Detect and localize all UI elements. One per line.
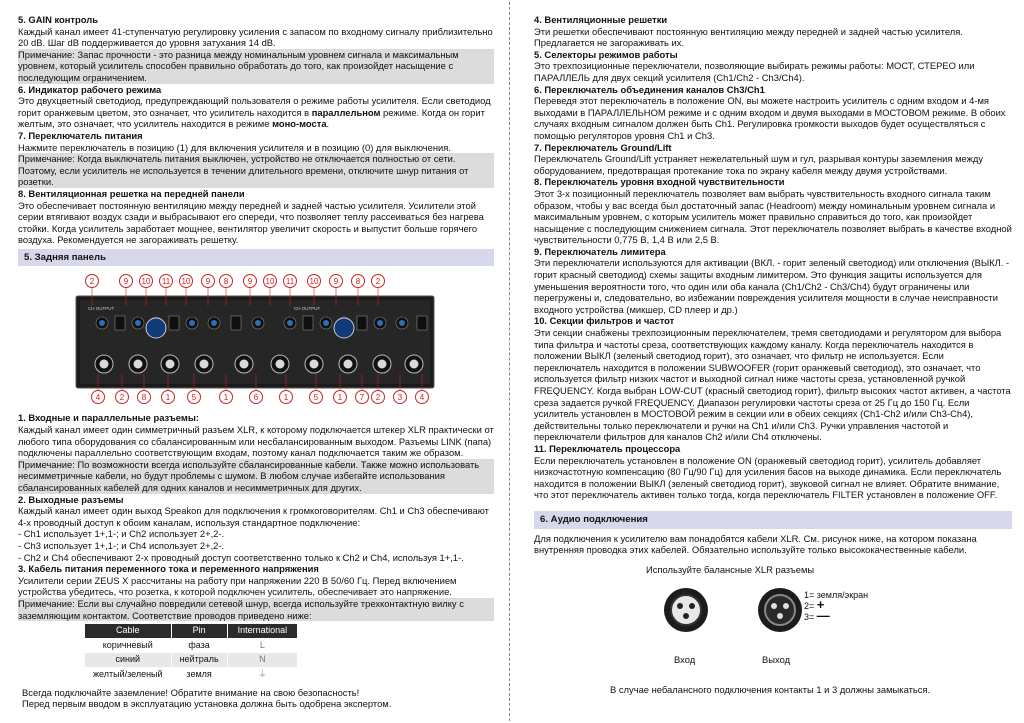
col-pin: Pin: [171, 624, 227, 639]
section-ground-lift-text: Переключатель Ground/Lift устраняет нежелательный шум и гул, разрывая контуры заземления между оборудованием, предотвращая протекание тока по экрану кабеля между двумя устройствами.: [534, 153, 984, 176]
section-inputs-heading: 1. Входные и параллельные разъемы:: [18, 412, 199, 424]
section-sensitivity-text: Этот 3-х позиционный переключатель позволяет вам выбрать чувствительность входного сигнала таким образом, чтобы у вас всегда был достаточный запас (Headroom) между номинальным уровнем сигнала и максимальным уровнем, с которым усилитель может правильно справиться до того, как произойдет насыщение с последующим снижением сигнала. Этот переключатель позволяет выбрать в качестве входной чувствительности 0,775 В, 1,4 В или 2,5 В.: [534, 187, 1012, 246]
section-ground-lift-heading: 7. Переключатель Ground/Lift: [534, 141, 672, 153]
section-gain-text: Каждый канал имеет 41-ступенчатую регулировку усиления с запасом по входному сигналу приблизительно 20 dB. Шаг dB поддерживается до уровня затухания 14 dB.: [18, 25, 493, 49]
wiring-table: [84, 623, 298, 682]
panel-switch: [357, 316, 367, 330]
section-processor-text: Если переключатель установлен в положение ON (оранжевый светодиод горит), усилитель добавляет низкочастотную компенсацию (80 Гц/90 Гц) для усиления басов на выходе динамика. Если переключатель находится в положении ВЫКЛ (зеленый светодиод горит), звуковой сигнал не влияет. Обратите внимание, что этот переключатель активен только тогда, когда переключатель FILTER установлен в положение OFF.: [534, 454, 1002, 501]
section-mode-indicator-text: [18, 95, 494, 130]
section-inputs-text: Каждый канал имеет один симметричный разъем XLR, к которому подключается штекер XLR практически от любого типа оборудования со сбалансированным или несбалансированным выходом. Разъемы LINK (папа) подключены параллельно соответствующим входам, поэтому канал подключается таким же образом.: [18, 424, 494, 459]
section-limiter-heading: 9. Переключатель лимитера: [534, 245, 666, 257]
rear-panel-band: 5. Задняя панель: [18, 249, 494, 267]
callout-number: 11: [285, 277, 295, 287]
callout-number: 9: [123, 277, 129, 287]
right-column: [512, 0, 1024, 723]
cell-pin: фаза: [171, 638, 227, 653]
outputs-line-2: - Ch3 использует 1+,1-; и Ch4 использует 2+,2-.: [18, 540, 225, 551]
section-inputs-note: Примечание: По возможности всегда используйте сбалансированные кабели. Также можно использовать несимметричные кабели, но будут проблемы с шумом. В любом случае избегайте использования сбалансированных кабелей для одних каналов и несимметричных для других.: [18, 459, 494, 494]
section-vents-text: Эти решетки обеспечивают постоянную вентиляцию между передней и задней частью усилителя. Предлагается не загораживать их.: [534, 25, 963, 49]
cell-cable: синий: [85, 653, 172, 668]
xlr-connectors-illustration: [652, 580, 912, 648]
connector-core: [100, 360, 109, 369]
connector-core: [166, 360, 175, 369]
connector-core: [276, 360, 285, 369]
panel-knob-cap: [287, 320, 293, 326]
connector-core: [134, 360, 143, 369]
section-power-switch-heading: 7. Переключатель питания: [18, 129, 143, 141]
section-sensitivity-heading: 8. Переключатель уровня входной чувствительности: [534, 176, 785, 188]
callout-number: 5: [313, 393, 319, 403]
panel-switch: [169, 316, 179, 330]
cell-pin: земля: [171, 667, 227, 682]
connector-core: [410, 360, 419, 369]
panel-knob-cap: [99, 320, 105, 326]
plus-icon: +: [816, 596, 825, 612]
section-power-cable-text: Усилители серии ZEUS X рассчитаны на работу при напряжении 220 В 50/60 Гц. Перед включением устройства убедитесь, что розетка, к которой подключен усилитель, обеспечивает это напряжение.: [18, 574, 457, 598]
section-limiter-text: Эти переключатели используются для активации (ВКЛ. - горит зеленый светодиод) или отключения (ВЫКЛ. - горит красный светодиод) схемы защиты входным лимитером. Это функция защиты используется для уменьшения вероятности того, что один или оба канала (Ch1/Ch2 - Ch3/Ch4) будут ограничены или перегружены и, следовательно, во избежании повреждения усилителя мощности в случае неисправности входного устройства (микшер, CD плеер и др.): [534, 257, 1010, 315]
pin1-label: 1= земля/экран: [804, 589, 869, 600]
pin3-label: 3=: [804, 611, 815, 622]
table-row: [85, 653, 298, 668]
section-link-switch-heading: 6. Переключатель объединения каналов Ch3/Ch1: [534, 83, 765, 95]
callout-number: 4: [95, 393, 101, 403]
connector-core: [240, 360, 249, 369]
callout-number: 8: [141, 393, 147, 403]
pin2-label: 2=: [804, 600, 815, 611]
panel-knob-cap: [399, 320, 405, 326]
section-gain-note: Примечание: Запас прочности - это разница между номинальным уровнем сигнала и максимальным уровнем, который усилитель способен правильно обработать до того, как произойдет насыщение с последующим ограничением.: [18, 49, 494, 84]
section-power-switch-text: Нажмите переключатель в позицию (1) для включения усилителя и в позицию (0) для выключения.: [18, 141, 451, 153]
callout-number: 1: [165, 393, 171, 403]
callout-number: 9: [333, 277, 339, 287]
panel-label-right: CH OUTPUT: [294, 306, 321, 312]
callout-number: 1: [223, 393, 229, 403]
connector-core: [200, 360, 209, 369]
cell-intl: N: [227, 653, 298, 668]
minus-icon: —: [816, 607, 830, 623]
callout-number: 10: [141, 277, 151, 287]
section-processor-heading: 11. Переключатель процессора: [534, 442, 681, 454]
callout-number: 8: [355, 277, 361, 287]
section-outputs-heading: 2. Выходные разъемы: [18, 493, 124, 505]
callout-number: 5: [191, 393, 197, 403]
mode-bold-a: параллельном: [311, 106, 381, 118]
section-link-switch-text: Переведя этот переключатель в положение ON, вы можете настроить усилитель с одним входом и 4-мя выходами в ПАРАЛЛЕЛЬНОМ режиме и с одним входом и двумя выходами в МОСТОВОМ режиме. В обоих случаях входным сигналом должен быть Ch1. Регулировка громкости выходов будет осуществляться с помощью регуляторов уровня Ch1 и Ch3.: [534, 95, 1006, 141]
callout-number: 8: [223, 277, 229, 287]
outputs-line-1: - Ch1 использует 1+,1-; и Ch2 использует 2+,2-.: [18, 528, 225, 540]
callout-number: 2: [89, 277, 95, 287]
col-cable: Cable: [85, 624, 172, 639]
panel-knob-cap: [377, 320, 383, 326]
section-outputs-text: Каждый канал имеет один выход Speakon для подключения к громкоговорителям. Ch1 и Ch3 обеспечивают 4-х проводный доступ к обоим каналам, используя стандартное подключение:: [18, 505, 489, 528]
rear-panel-diagram: [18, 270, 494, 406]
cell-cable: желтый/зеленый: [85, 667, 172, 682]
audio-connections-text: Для подключения к усилителю вам понадобятся кабели XLR. См. рисунок ниже, на котором показана внутренняя проводка этих кабелей. Обязательно используйте только высококачественные кабели.: [534, 532, 977, 556]
table-row: [85, 667, 298, 682]
cell-intl: L: [227, 638, 298, 653]
callout-number: 6: [253, 393, 259, 403]
section-power-cable-note: Примечание: Если вы случайно повредили сетевой шнур, всегда используйте трехконтактную вилку с заземляющим контактом. Соответствие проводов приведено ниже:: [18, 598, 494, 621]
callout-number: 7: [359, 393, 365, 403]
section-filters-heading: 10. Секции фильтров и частот: [534, 315, 675, 327]
callout-number: 2: [375, 277, 381, 287]
section-power-switch-note: Примечание: Когда выключатель питания выключен, устройство не отключается полностью от сети. Поэтому, если усилитель не используется в течении длительного времени, отключите шнур питания от розетки.: [18, 153, 494, 188]
cell-intl-ground-icon: ⏚: [227, 667, 298, 682]
gain-knob: [334, 318, 354, 338]
xlr-female-connector-icon: [664, 588, 708, 632]
callout-number: 10: [309, 277, 319, 287]
section-gain-heading: 5. GAIN контроль: [18, 14, 98, 25]
callout-number: 10: [265, 277, 275, 287]
pin3-row: [804, 607, 868, 623]
callout-number: 2: [375, 393, 381, 403]
xlr-title: Используйте балансные XLR разъемы: [646, 563, 815, 575]
cell-pin: нейтраль: [171, 653, 227, 668]
xlr-male-connector-icon: [758, 588, 802, 632]
section-power-cable-heading: 3. Кабель питания переменного тока и переменного напряжения: [18, 563, 319, 575]
callout-number: 2: [119, 393, 125, 403]
audio-connections-band: 6. Аудио подключения: [534, 511, 1012, 529]
panel-knob-cap: [189, 320, 195, 326]
callout-number: 1: [283, 393, 289, 403]
panel-switch: [417, 316, 427, 330]
callout-number: 1: [337, 393, 343, 403]
mode-bold-b: моно-моста: [272, 118, 327, 130]
section-mode-indicator-heading: 6. Индикатор рабочего режима: [18, 83, 162, 95]
panel-switch: [115, 316, 125, 330]
closing-expert-approval: Перед первым вводом в эксплуатацию установка должна быть одобрена экспертом.: [22, 698, 392, 710]
cell-cable: коричневый: [85, 638, 172, 653]
wiring-table-header: [85, 624, 298, 639]
xlr-out-label: Выход: [762, 653, 791, 665]
section-filters-text: Эти секции снабжены трехпозиционным переключателем, тремя светодиодами и регулятором для выбора типа фильтра и частоты среза, соответствующих каждому каналу. Когда переключатель находится в положении ВЫКЛ (зеленый светодиод горит), это означает, что фильтр не используется. Если переключатель находится в положении SUBWOOFER (горит оранжевый светодиод), это означает, что используется фильтр низких частот и выходной сигнал ниже частоты среза, установленной ручкой FREQUENCY. Когда выбран LOW-CUT (красный светодиод горит), фильтр высоких частот активен, а частота среза задается ручкой FREQUENCY. Диапазон регулировки частоты среза от 25 Гц до 150 Гц. Если усилитель установлен в МОСТОВОЙ режим в секции или в обеих секциях (Ch1-Ch2 и/или Ch3-Ch4), действительны только переключатели и ручки на Ch1 и/или Ch3. Ручки управления частотой и переключатели фильтров для каналов Ch2 и/или Ch4 отключены.: [534, 327, 1011, 443]
pin-legend: [804, 590, 868, 622]
panel-knob-cap: [323, 320, 329, 326]
panel-switch: [303, 316, 313, 330]
connector-core: [344, 360, 353, 369]
mode-text-a: Это двухцветный светодиод, предупреждающий пользователя о режиме работы усилителя. Если светодиод горит оранжевым цветом, это означает, что усилитель находится в: [18, 95, 491, 118]
left-column: [0, 0, 508, 723]
table-row: [85, 638, 298, 653]
mode-text-c: .: [326, 118, 330, 130]
callout-number: 9: [247, 277, 253, 287]
callout-number: 3: [397, 393, 403, 403]
panel-switch: [231, 316, 241, 330]
section-vents-heading: 4. Вентиляционные решетки: [534, 14, 668, 25]
gain-knob: [146, 318, 166, 338]
xlr-diagram: [534, 564, 1012, 684]
connector-core: [310, 360, 319, 369]
unbalanced-note: В случае небалансного подключения контакты 1 и 3 должны замыкаться.: [610, 683, 931, 695]
pin2-row: [804, 596, 868, 612]
panel-knob-cap: [211, 320, 217, 326]
closing-ground-warning: Всегда подключайте заземление! Обратите внимание на свою безопасность!: [22, 686, 360, 698]
panel-knob-cap: [255, 320, 261, 326]
rear-panel-illustration: [18, 270, 494, 406]
callout-number: 11: [161, 277, 171, 287]
column-divider: [509, 2, 510, 721]
callout-number: 9: [205, 277, 211, 287]
col-international: International: [227, 624, 298, 639]
panel-knob-cap: [135, 320, 141, 326]
section-mode-selectors-heading: 5. Селекторы режимов работы: [534, 48, 678, 60]
section-front-grille-text: Это обеспечивает постоянную вентиляцию между передней и задней частью усилителя. Усилители этой серии втягивают воздух сзади и выбрасывают его спереди, что позволяет теплу рассеиваться без нагрева стойки. Когда усилитель заработает мощнее, вентилятор увеличит скорость и выпустит больше горячего воздуха. Рекомендуется не загораживать решетку.: [18, 199, 484, 246]
mode-text-b: режиме. Когда он горит желтым, это означает, что усилитель находится в режиме: [18, 106, 485, 130]
section-mode-selectors-text: Это трехпозиционные переключатели, позволяющие выбирать режимы работы: МОСТ, СТЕРЕО или ПАРАЛЛЕЛЬ для двух секций усилителя (Ch1/Ch2 - Ch3/Ch4).: [534, 60, 975, 83]
callout-number: 4: [419, 393, 425, 403]
callout-number: 10: [181, 277, 191, 287]
section-front-grille-heading: 8. Вентиляционная решетка на передней панели: [18, 187, 245, 199]
outputs-line-3: - Ch2 и Ch4 обеспечивают 2-х проводный доступ соответственно только к Ch2 и Ch4, используя 1+,1-.: [18, 551, 464, 563]
xlr-in-label: Вход: [674, 653, 696, 665]
panel-label-left: CH OUTPUT: [88, 306, 115, 312]
connector-core: [378, 360, 387, 369]
